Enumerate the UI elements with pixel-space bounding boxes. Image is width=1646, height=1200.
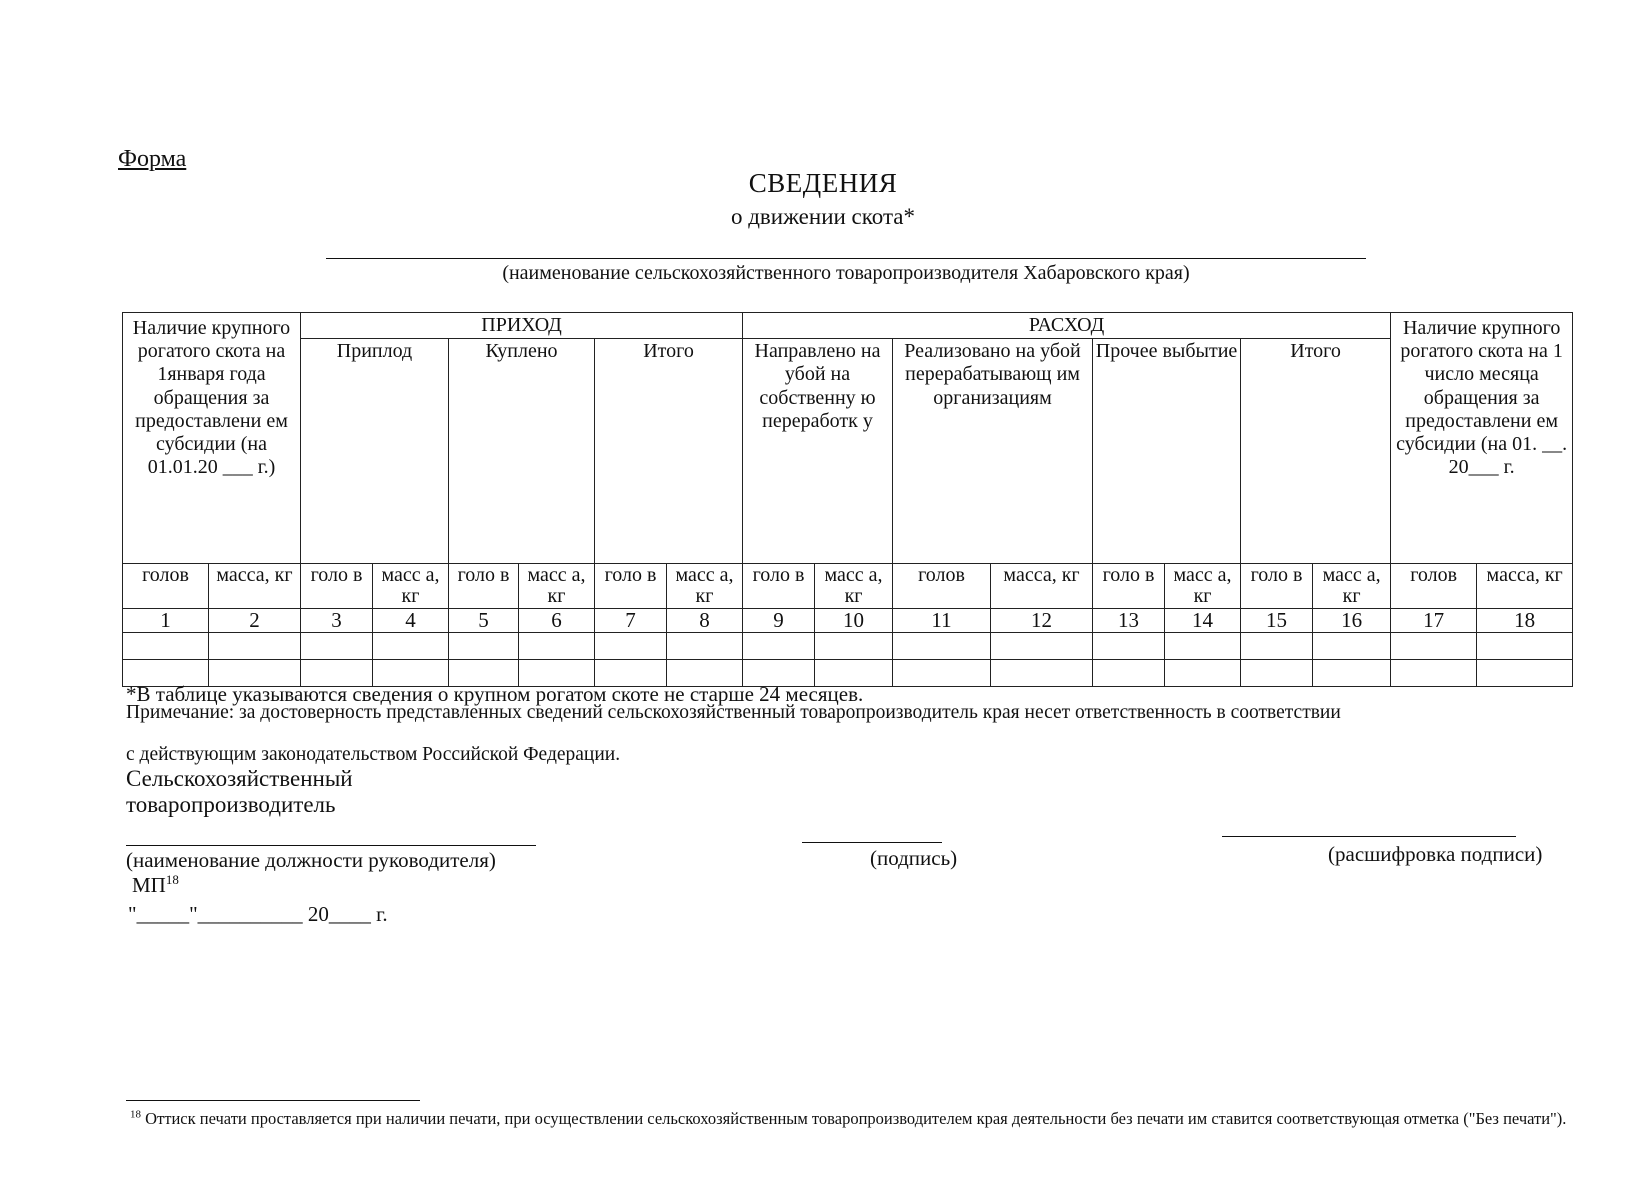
column-number: 4: [373, 609, 449, 633]
column-number: 13: [1093, 609, 1165, 633]
data-cell[interactable]: [1391, 633, 1477, 660]
unit-cell: масса, кг: [991, 564, 1093, 609]
data-cell[interactable]: [1477, 633, 1573, 660]
unit-cell: голо в: [1241, 564, 1313, 609]
producer-label-line1: Сельскохозяйственный: [126, 766, 353, 791]
position-line[interactable]: [126, 845, 536, 846]
data-cell[interactable]: [1093, 633, 1165, 660]
producer-label: [126, 766, 353, 818]
column-number: 14: [1165, 609, 1241, 633]
data-cell[interactable]: [1165, 660, 1241, 687]
data-cell[interactable]: [373, 633, 449, 660]
form-label: Форма: [118, 146, 187, 172]
signature-caption: (подпись): [870, 846, 958, 870]
date-line[interactable]: "_____"__________ 20____ г.: [128, 902, 388, 926]
unit-cell: масса, кг: [209, 564, 301, 609]
unit-cell: голо в: [743, 564, 815, 609]
header-sold-slaughter: Реализовано на убой перерабатывающ им организациям: [893, 339, 1093, 564]
data-cell[interactable]: [667, 633, 743, 660]
header-stock-start: Наличие крупного рогатого скота на 1января года обращения за предоставлени ем субсидии (на 01.01.20 ___ г.): [123, 313, 301, 564]
unit-cell: голов: [1391, 564, 1477, 609]
unit-cell: масс а, кг: [519, 564, 595, 609]
data-cell[interactable]: [815, 633, 893, 660]
footnote-ref: 18: [130, 1108, 141, 1121]
column-number: 6: [519, 609, 595, 633]
column-number: 7: [595, 609, 667, 633]
stamp-footnote-ref: 18: [165, 872, 179, 887]
producer-label-line2: товаропроизводитель: [126, 791, 336, 817]
note-asterisk: *В таблице указываются сведения о крупном рогатом скоте не старше 24 месяцев.: [126, 682, 864, 706]
data-cell[interactable]: [991, 633, 1093, 660]
data-cell[interactable]: [1093, 660, 1165, 687]
data-cell[interactable]: [1241, 660, 1313, 687]
column-number: 10: [815, 609, 893, 633]
data-cell[interactable]: [1313, 660, 1391, 687]
column-number: 11: [893, 609, 991, 633]
data-cell[interactable]: [519, 633, 595, 660]
producer-name-caption: (наименование сельскохозяйственного товаропроизводителя Хабаровского края): [502, 262, 1190, 284]
unit-cell: голо в: [449, 564, 519, 609]
header-other-disposal: Прочее выбытие: [1093, 339, 1241, 564]
data-cell[interactable]: [1241, 633, 1313, 660]
data-cell[interactable]: [595, 633, 667, 660]
column-number: 15: [1241, 609, 1313, 633]
data-cell[interactable]: [893, 660, 991, 687]
footnote: [130, 1106, 1572, 1133]
header-purchased: Куплено: [449, 339, 595, 564]
data-cell[interactable]: [1477, 660, 1573, 687]
footnote-separator: [126, 1100, 420, 1101]
table-row: [123, 633, 1573, 660]
header-stock-current: Наличие крупного рогатого скота на 1 число месяца обращения за предоставлени ем субсидии (на 01. __. 20___ г.: [1391, 313, 1573, 564]
unit-cell: голов: [893, 564, 991, 609]
unit-cell: масс а, кг: [1165, 564, 1241, 609]
unit-cell: голо в: [301, 564, 373, 609]
header-expense: РАСХОД: [743, 313, 1391, 339]
column-number: 8: [667, 609, 743, 633]
column-number: 1: [123, 609, 209, 633]
column-number: 16: [1313, 609, 1391, 633]
header-income: ПРИХОД: [301, 313, 743, 339]
producer-name-line[interactable]: [326, 258, 1366, 259]
unit-cell: масс а, кг: [373, 564, 449, 609]
unit-cell: масс а, кг: [1313, 564, 1391, 609]
data-cell[interactable]: [893, 633, 991, 660]
column-number: 18: [1477, 609, 1573, 633]
data-cell[interactable]: [1165, 633, 1241, 660]
position-caption: (наименование должности руководителя): [126, 848, 496, 872]
header-own-slaughter: Направлено на убой на собственну ю переработк у: [743, 339, 893, 564]
column-number: 3: [301, 609, 373, 633]
column-number: 5: [449, 609, 519, 633]
signature-decoding-caption: (расшифровка подписи): [1328, 842, 1543, 866]
unit-cell: масс а, кг: [815, 564, 893, 609]
unit-cell: масса, кг: [1477, 564, 1573, 609]
note-remark-continuation: с действующим законодательством Российской Федерации.: [126, 744, 621, 765]
header-offspring: Приплод: [301, 339, 449, 564]
signature-line[interactable]: [802, 842, 942, 843]
header-income-total: Итого: [595, 339, 743, 564]
data-cell[interactable]: [991, 660, 1093, 687]
unit-cell: масс а, кг: [667, 564, 743, 609]
signature-decoding-line[interactable]: [1222, 836, 1516, 837]
stamp-label: МП: [132, 873, 166, 897]
column-number: 2: [209, 609, 301, 633]
column-number: 12: [991, 609, 1093, 633]
livestock-table: [122, 312, 1573, 687]
column-number: 17: [1391, 609, 1477, 633]
unit-cell: голо в: [1093, 564, 1165, 609]
document-subtitle: о движении скота*: [730, 204, 916, 229]
stamp-place: [132, 872, 179, 898]
document-title: СВЕДЕНИЯ: [748, 168, 898, 198]
note-remark: Примечание: за достоверность представленных сведений сельскохозяйственный товаропроизводитель края несет ответственность в соответствии: [126, 702, 1341, 723]
data-cell[interactable]: [1313, 633, 1391, 660]
column-number: 9: [743, 609, 815, 633]
footnote-text: Оттиск печати проставляется при наличии печати, при осуществлении сельскохозяйственным товаропроизводителем края деятельности без печати им ставится соответствующая отметка ("Без печати").: [145, 1109, 1567, 1128]
data-cell[interactable]: [301, 633, 373, 660]
data-cell[interactable]: [449, 633, 519, 660]
unit-cell: голо в: [595, 564, 667, 609]
data-cell[interactable]: [743, 633, 815, 660]
data-cell[interactable]: [209, 633, 301, 660]
header-expense-total: Итого: [1241, 339, 1391, 564]
data-cell[interactable]: [1391, 660, 1477, 687]
data-cell[interactable]: [123, 633, 209, 660]
unit-cell: голов: [123, 564, 209, 609]
